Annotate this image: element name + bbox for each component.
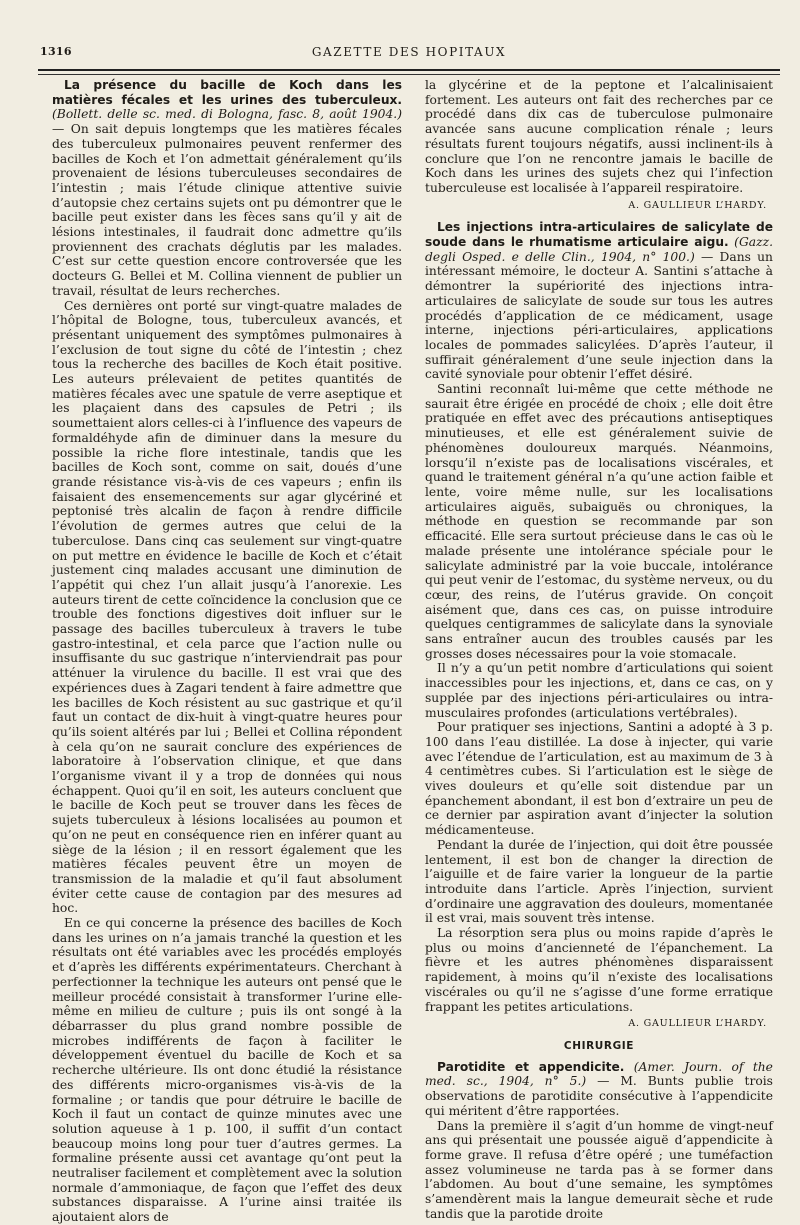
article-citation: (Amer. Journ. of the med. sc., 1904, n° 5.) xyxy=(425,1059,773,1089)
article-paragraph: Pendant la durée de l’injection, qui doit être poussée lentement, il est bon de changer la direction de l’aiguille et de faire varier la longueur de la partie introduite dans l’article. Après l’injection, survient d’ordinaire une aggravation des douleurs, momentanée il est vrai, mais souvent très intense. xyxy=(425,837,773,926)
article-paragraph: Santini reconnaît lui-même que cette méthode ne saurait être érigée en procédé de choix ; elle doit être pratiquée en effet avec des précautions antiseptiques minutieuses, et elle est généralement suivie de phénomènes douloureux marqués. Néanmoins, lorsqu’il n’existe pas de localisations viscérales, et quand le traitement général n’a qu’une action faible et lente, voire même nulle, sur les localisations articulaires aiguës, subaiguës ou chroniques, la méthode en question se recommande par son efficacité. Elle sera surtout précieuse dans le cas où le malade présente une intolérance spéciale pour le salicylate administré par la voie buccale, intolérance qui peut venir de l’estomac, du système nerveux, ou du cœur, des reins, de l’utérus gravide. On conçoit aisément que, dans ces cas, on puisse introduire quelques centigrammes de salicylate dans la synoviale sans entraîner aucun des troubles causés par les grosses doses nécessaires pour la voie stomacale. xyxy=(425,382,773,661)
author-signature: A. GAULLIEUR L’HARDY. xyxy=(628,1018,767,1030)
article-citation: (Bollett. delle sc. med. di Bologna, fasc. 8, août 1904.) xyxy=(52,107,402,122)
article-title: La présence du bacille de Koch dans les matières fécales et les urines des tuberculeux. xyxy=(52,78,402,107)
article-title: Parotidite et appendicite. xyxy=(437,1059,625,1074)
article-tuberculosis-lead xyxy=(52,78,402,299)
left-column xyxy=(52,78,402,1225)
article-parotid-lead xyxy=(425,1060,773,1119)
article-paragraph: — On sait depuis longtemps que les matières fécales des tuberculeux pulmonaires peuvent renfermer des bacilles de Koch et l’on admettait généralement qu’ils provenaient de lésions tuberculeuses secondaires de l’intestin ; mais l’étude clinique attentive suivie d’autopsie chez certains sujets ont pu démontrer que le bacille peut exister dans les fèces sans qu’il y ait de lésions intestinales, il faudrait donc admettre qu’ils proviennent des crachats déglutis par les malades. C’est sur cette question encore controversée que les docteurs G. Bellei et M. Collina viennent de publier un travail, résultat de leurs recherches. xyxy=(52,122,402,298)
article-paragraph: Dans la première il s’agit d’un homme de vingt-neuf ans qui présentait une poussée aiguë d’appendicite à forme grave. Il refusa d’être opéré ; une tuméfaction assez volumineuse ne tarda pas à se former dans l’abdomen. Au bout d’une semaine, les symptômes s’amendèrent mais la langue demeurait sèche et rude tandis que la parotide droite xyxy=(425,1118,773,1221)
article-paragraph: Ces dernières ont porté sur vingt-quatre malades de l’hôpital de Bologne, tous, tuberculeux avancés, et présentant uniquement des symptômes pulmonaires à l’exclusion de tout signe du côté de l’intestin ; chez tous la recherche des bacilles de Koch était positive. Les auteurs prélevaient de petites quantités de matières fécales avec une spatule de verre aseptique et les plaçaient dans des capsules de Petri ; ils soumettaient alors celles-ci à l’influence des vapeurs de formaldéhyde afin de diminuer dans la mesure du possible la riche flore intestinale, tandis que les bacilles de Koch sont, comme on sait, doués d’une grande résistance vis-à-vis de ces vapeurs ; enfin ils faisaient des ensemencements sur agar glycériné et peptonisé très alcalin de façon à rendre difficile l’évolution de germes autres que celui de la tuberculose. Dans cinq cas seulement sur vingt-quatre on put mettre en évidence le bacille de Koch et c’était justement cinq malades accusant une diminution de l’appétit qui chez l’un allait jusqu’à l’anorexie. Les auteurs tirent de cette coïncidence la conclusion que ce trouble des fonctions digestives doit influer sur le passage des bacilles tuberculeux à travers le tube gastro-intestinal, et cela parce que l’action nulle ou insuffisante du suc gastrique n’interviendrait pas pour atténuer la virulence du bacille. Il est vrai que des expériences dues à Zagari tendent à faire admettre que les bacilles de Koch résistent au suc gastrique et qu’il faut un contact de dix-huit à vingt-quatre heures pour qu’ils soient altérés par lui ; Bellei et Collina répondent à cela qu’on ne saurait conclure des expériences de laboratoire à l’observation clinique, et que dans l’organisme vivant il y a trop de données qui nous échappent. Quoi qu’il en soit, les auteurs concluent que le bacille de Koch peut se trouver dans les fèces de sujets tuberculeux à lésions localisées au poumon et qu’on ne peut en conséquence rien en inférer quant au siège de la lésion ; il en ressort également que les matières fécales peuvent être un moyen de transmission de la maladie et qu’il faut absolument éviter cette cause de contagion par des mesures ad hoc. xyxy=(52,298,402,916)
section-heading: CHIRURGIE xyxy=(563,1040,635,1052)
right-column xyxy=(425,78,773,1221)
article-citation: (Gazz. degli Osped. e delle Clin., 1904, n° 100.) xyxy=(425,235,773,264)
article-paragraph: Pour pratiquer ses injections, Santini a adopté à 3 p. 100 dans l’eau distillée. La dose à injecter, qui varie avec l’étendue de l’articulation, est au maximum de 3 à 4 centimètres cubes. Si l’articulation est le siège de vives douleurs et qu’elle soit distendue par un épanchement abondant, il est bon d’extraire un peu de ce dernier par aspiration avant d’injecter la solution médicamenteuse. xyxy=(425,720,773,838)
article-paragraph: — M. Bunts publie trois observations de parotidite consécutive à l’appendicite qui méritent d’être rapportées. xyxy=(425,1074,773,1118)
article-paragraph: la glycérine et de la peptone et l’alcalinisaient fortement. Les auteurs ont fait des recherches par ce procédé dans dix cas de tuberculose pulmonaire avancée sans aucune complication rénale ; leurs résultats furent toujours négatifs, aussi inclinent-ils à conclure que l’on ne rencontre jamais le bacille de Koch dans les urines des sujets chez qui l’infection tuberculeuse est localisée à l’appareil respiratoire. xyxy=(425,78,773,195)
article-salicylate-lead xyxy=(425,220,773,382)
article-title: Les injections intra-articulaires de salicylate de soude dans le rhumatisme articulaire aigu. xyxy=(425,220,773,250)
article-paragraph: En ce qui concerne la présence des bacilles de Koch dans les urines on n’a jamais tranché la question et les résultats ont été variables avec les procédés employés et d’après les différents expérimentateurs. Cherchant à perfectionner la technique les auteurs ont pensé que le meilleur procédé consistait à transformer l’urine elle-même en milieu de culture ; puis ils ont songé à la débarrasser du plus grand nombre possible de microbes indifférents de façon à faciliter le développement éventuel du bacille de Koch et sa recherche ultérieure. Ils ont donc étudié la résistance des différents micro-organismes vis-à-vis de la formaline ; or tandis que pour détruire le bacille de Koch il faut un contact de quinze minutes avec une solution aqueuse à 1 p. 100, il suffit d’un contact beaucoup moins long pour tuer d’autres germes. La formaline présente aussi cet avantage qu’ont peut la neutraliser facilement et complètement avec la solution normale d’ammoniaque, de façon que l’effet des deux substances disparaisse. A l’urine ainsi traitée ils ajoutaient alors de xyxy=(52,916,402,1225)
article-paragraph: — Dans un intéressant mémoire, le docteur A. Santini s’attache à démontrer la supériorité des injections intra-articulaires de salicylate de soude sur tous les autres procédés d’application de ce médicament, usage interne, injections péri-articulaires, applications locales de pommades salicylées. D’après l’auteur, il suffirait généralement d’une seule injection dans la cavité synoviale pour obtenir l’effet désiré. xyxy=(425,249,773,382)
header-rule-thick xyxy=(38,69,780,71)
article-paragraph: Il n’y a qu’un petit nombre d’articulations qui soient inaccessibles pour les injections, et, dans ce cas, on y supplée par des injections péri-articulaires ou intra-musculaires profondes (articulations vertébrales). xyxy=(425,661,773,720)
running-title: GAZETTE DES HOPITAUX xyxy=(311,45,507,59)
page-number: 1316 xyxy=(40,45,72,58)
author-signature: A. GAULLIEUR L’HARDY. xyxy=(628,199,767,211)
page-header xyxy=(40,40,778,64)
article-paragraph: La résorption sera plus ou moins rapide d’après le plus ou moins d’ancienneté de l’épanchement. La fièvre et les autres phénomènes disparaissent rapidement, à moins qu’il n’existe des localisations viscérales ou qu’il ne s’agisse d’une forme erratique frappant les petites articulations. xyxy=(425,926,773,1014)
header-rule-thin xyxy=(38,74,780,75)
